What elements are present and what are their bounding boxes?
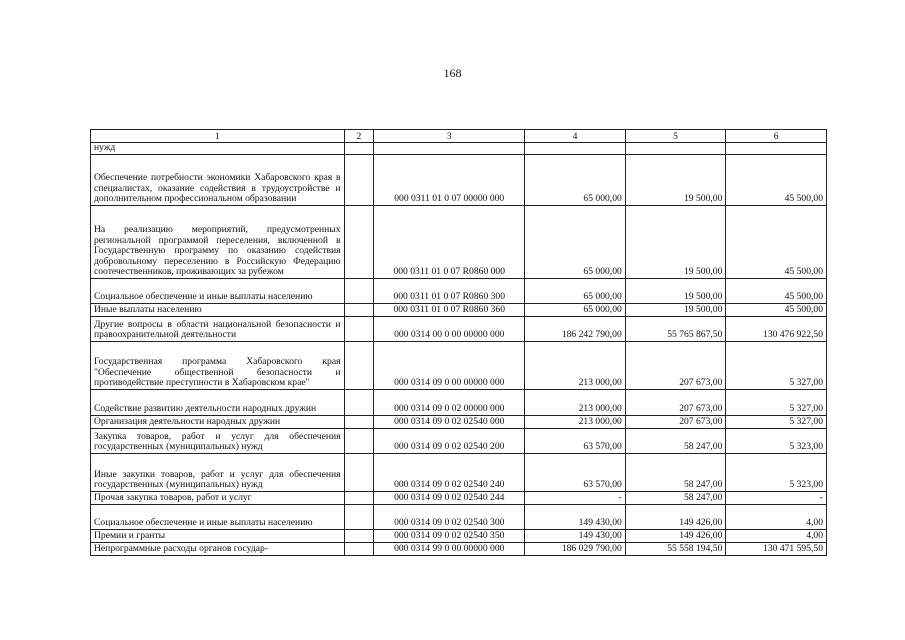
row-value-cell: 65 000,00 xyxy=(525,205,626,278)
row-code-cell: 000 0314 09 0 02 02540 000 xyxy=(374,415,525,428)
table-row xyxy=(91,205,827,278)
table-row xyxy=(91,542,827,555)
row-code-cell: 000 0314 09 0 02 02540 300 xyxy=(374,504,525,529)
row-blank-cell xyxy=(344,453,374,491)
row-name-cell: Непрограммные расходы органов государ- xyxy=(91,542,345,555)
row-value-cell: 65 000,00 xyxy=(525,303,626,316)
table-row xyxy=(91,453,827,491)
column-header: 4 xyxy=(525,130,626,143)
row-code-cell: 000 0314 09 0 02 02540 200 xyxy=(374,428,525,453)
row-code-cell: 000 0314 09 0 02 00000 000 xyxy=(374,389,525,415)
row-code-cell: 000 0311 01 0 07 R0860 000 xyxy=(374,205,525,278)
row-value-cell: 19 500,00 xyxy=(625,303,726,316)
row-value-cell: 207 673,00 xyxy=(625,389,726,415)
row-blank-cell xyxy=(344,504,374,529)
row-value-cell: 5 327,00 xyxy=(726,389,827,415)
row-value-cell: 207 673,00 xyxy=(625,415,726,428)
row-value-cell: 5 327,00 xyxy=(726,415,827,428)
row-code-cell: 000 0314 09 0 00 00000 000 xyxy=(374,341,525,389)
table-row xyxy=(91,278,827,303)
table-row xyxy=(91,316,827,341)
row-blank-cell xyxy=(344,428,374,453)
row-blank-cell xyxy=(344,389,374,415)
row-blank-cell xyxy=(344,415,374,428)
row-value-cell: 58 247,00 xyxy=(625,428,726,453)
page-number: 168 xyxy=(443,66,462,80)
row-value-cell: 5 327,00 xyxy=(726,341,827,389)
row-name-cell: Прочая закупка товаров, работ и услуг xyxy=(91,491,345,504)
table-row xyxy=(91,341,827,389)
row-value-cell: 19 500,00 xyxy=(625,278,726,303)
row-value-cell: 45 500,00 xyxy=(726,303,827,316)
row-value-cell: 55 765 867,50 xyxy=(625,316,726,341)
row-blank-cell xyxy=(344,316,374,341)
row-value-cell: 213 000,00 xyxy=(525,341,626,389)
row-blank-cell xyxy=(344,529,374,542)
row-blank-cell xyxy=(344,341,374,389)
row-code-cell: 000 0314 09 0 02 02540 350 xyxy=(374,529,525,542)
row-name-cell: Закупка товаров, работ и услуг для обеспечения государственных (муниципальных) нужд xyxy=(91,428,345,453)
column-header: 6 xyxy=(726,130,827,143)
table-row xyxy=(91,143,827,155)
budget-table xyxy=(90,129,827,556)
row-name-cell: Социальное обеспечение и иные выплаты населению xyxy=(91,278,345,303)
row-value-cell: 65 000,00 xyxy=(525,154,626,205)
row-value-cell: 130 476 922,50 xyxy=(726,316,827,341)
row-code-cell: 000 0311 01 0 07 R0860 360 xyxy=(374,303,525,316)
row-value-cell: 5 323,00 xyxy=(726,453,827,491)
row-value-cell xyxy=(525,143,626,155)
table-row xyxy=(91,529,827,542)
row-value-cell: 58 247,00 xyxy=(625,453,726,491)
row-name-cell: нужд xyxy=(91,143,345,155)
row-code-cell: 000 0314 09 0 02 02540 240 xyxy=(374,453,525,491)
row-blank-cell xyxy=(344,143,374,155)
table-row xyxy=(91,491,827,504)
row-value-cell: 186 029 790,00 xyxy=(525,542,626,555)
row-value-cell: 63 570,00 xyxy=(525,453,626,491)
row-blank-cell xyxy=(344,154,374,205)
row-name-cell: Государственная программа Хабаровского края "Обеспечение общественной безопасности и противодействие преступности в Хабаровском крае" xyxy=(91,341,345,389)
row-value-cell: 45 500,00 xyxy=(726,205,827,278)
row-value-cell: 19 500,00 xyxy=(625,154,726,205)
row-code-cell: 000 0311 01 0 07 00000 000 xyxy=(374,154,525,205)
row-code-cell xyxy=(374,143,525,155)
row-value-cell xyxy=(726,143,827,155)
table-header-row xyxy=(91,130,827,143)
row-name-cell: Организация деятельности народных дружин xyxy=(91,415,345,428)
row-value-cell: 149 430,00 xyxy=(525,504,626,529)
row-value-cell: 213 000,00 xyxy=(525,389,626,415)
column-header: 1 xyxy=(91,130,345,143)
row-blank-cell xyxy=(344,542,374,555)
row-value-cell: 213 000,00 xyxy=(525,415,626,428)
row-name-cell: Премии и гранты xyxy=(91,529,345,542)
row-value-cell: - xyxy=(525,491,626,504)
row-blank-cell xyxy=(344,205,374,278)
row-value-cell: 130 471 595,50 xyxy=(726,542,827,555)
row-name-cell: Обеспечение потребности экономики Хабаровского края в специалистах, оказание содействия в трудоустройстве и дополнительном профессиональном образовании xyxy=(91,154,345,205)
row-value-cell: 149 426,00 xyxy=(625,529,726,542)
row-value-cell: 45 500,00 xyxy=(726,278,827,303)
row-value-cell: 186 242 790,00 xyxy=(525,316,626,341)
row-value-cell: 65 000,00 xyxy=(525,278,626,303)
row-value-cell: 19 500,00 xyxy=(625,205,726,278)
column-header: 3 xyxy=(374,130,525,143)
row-value-cell: 55 558 194,50 xyxy=(625,542,726,555)
row-blank-cell xyxy=(344,278,374,303)
row-value-cell: 4,00 xyxy=(726,529,827,542)
row-name-cell: На реализацию мероприятий, предусмотренных региональной программой переселения, включенной в Государственную программу по оказанию содействия добровольному переселению в Российскую Федерацию соотечественников, проживающих за рубежом xyxy=(91,205,345,278)
row-name-cell: Социальное обеспечение и иные выплаты населению xyxy=(91,504,345,529)
table-row xyxy=(91,428,827,453)
row-value-cell xyxy=(625,143,726,155)
row-blank-cell xyxy=(344,303,374,316)
row-value-cell: 149 430,00 xyxy=(525,529,626,542)
row-value-cell: 4,00 xyxy=(726,504,827,529)
row-code-cell: 000 0314 99 0 00 00000 000 xyxy=(374,542,525,555)
table-row xyxy=(91,154,827,205)
row-value-cell: 63 570,00 xyxy=(525,428,626,453)
table-row xyxy=(91,389,827,415)
table-row xyxy=(91,303,827,316)
row-value-cell: - xyxy=(726,491,827,504)
row-code-cell: 000 0314 00 0 00 00000 000 xyxy=(374,316,525,341)
row-name-cell: Иные выплаты населению xyxy=(91,303,345,316)
row-value-cell: 45 500,00 xyxy=(726,154,827,205)
column-header: 2 xyxy=(344,130,374,143)
row-code-cell: 000 0311 01 0 07 R0860 300 xyxy=(374,278,525,303)
row-code-cell: 000 0314 09 0 02 02540 244 xyxy=(374,491,525,504)
row-value-cell: 149 426,00 xyxy=(625,504,726,529)
row-blank-cell xyxy=(344,491,374,504)
row-value-cell: 207 673,00 xyxy=(625,341,726,389)
row-value-cell: 58 247,00 xyxy=(625,491,726,504)
row-name-cell: Другие вопросы в области национальной безопасности и правоохранительной деятельности xyxy=(91,316,345,341)
table-row xyxy=(91,504,827,529)
row-name-cell: Содействие развитию деятельности народных дружин xyxy=(91,389,345,415)
row-value-cell: 5 323,00 xyxy=(726,428,827,453)
column-header: 5 xyxy=(625,130,726,143)
row-name-cell: Иные закупки товаров, работ и услуг для обеспечения государственных (муниципальных) нужд xyxy=(91,453,345,491)
table-row xyxy=(91,415,827,428)
